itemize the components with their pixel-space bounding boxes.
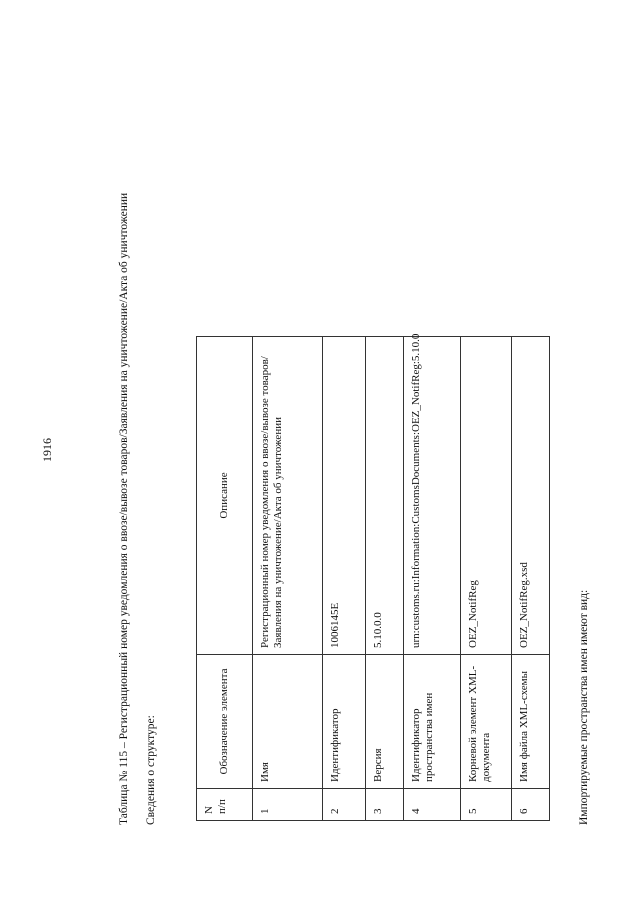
row-description: urn:customs.ru:Information:CustomsDocuments:OEZ_NotifReg:5.10.0 [404, 337, 461, 655]
row-element: Корневой элемент XML-документа [461, 655, 512, 789]
row-description: 5.10.0.0 [366, 337, 404, 655]
table-row [366, 337, 404, 821]
page-number: 1916 [40, 438, 54, 462]
outro-text: Импортируемые пространства имен имеют вид: [578, 589, 590, 825]
header-element: Обозначение элемента [197, 655, 253, 789]
row-element: Имя файла XML-схемы [512, 655, 550, 789]
table-row [323, 337, 366, 821]
row-num: 5 [461, 789, 512, 821]
row-description: 1006145E [323, 337, 366, 655]
row-num: 2 [323, 789, 366, 821]
intro-text: Сведения о структуре: [145, 715, 157, 825]
row-num: 1 [253, 789, 323, 821]
row-description: OEZ_NotifReg [461, 337, 512, 655]
table-row [404, 337, 461, 821]
row-num: 6 [512, 789, 550, 821]
row-num: 3 [366, 789, 404, 821]
row-element: Имя [253, 655, 323, 789]
table-title: Таблица № 115 – Регистрационный номер уведомления о ввозе/вывозе товаров/Заявления на уничтожение/Акта об уничтожении [118, 192, 130, 825]
table-row [253, 337, 323, 821]
table-row [512, 337, 550, 821]
table-header-row [197, 337, 253, 821]
row-element: Версия [366, 655, 404, 789]
row-element: Идентификатор пространства имен [404, 655, 461, 789]
structure-table [196, 333, 550, 821]
row-description: Регистрационный номер уведомления о ввозе/вывозе товаров/Заявления на уничтожение/Акта об уничтожении [253, 337, 323, 655]
row-num: 4 [404, 789, 461, 821]
row-description: OEZ_NotifReg.xsd [512, 337, 550, 655]
header-num: N п/п [197, 789, 253, 821]
header-description: Описание [197, 337, 253, 655]
row-element: Идентификатор [323, 655, 366, 789]
table-row [461, 337, 512, 821]
